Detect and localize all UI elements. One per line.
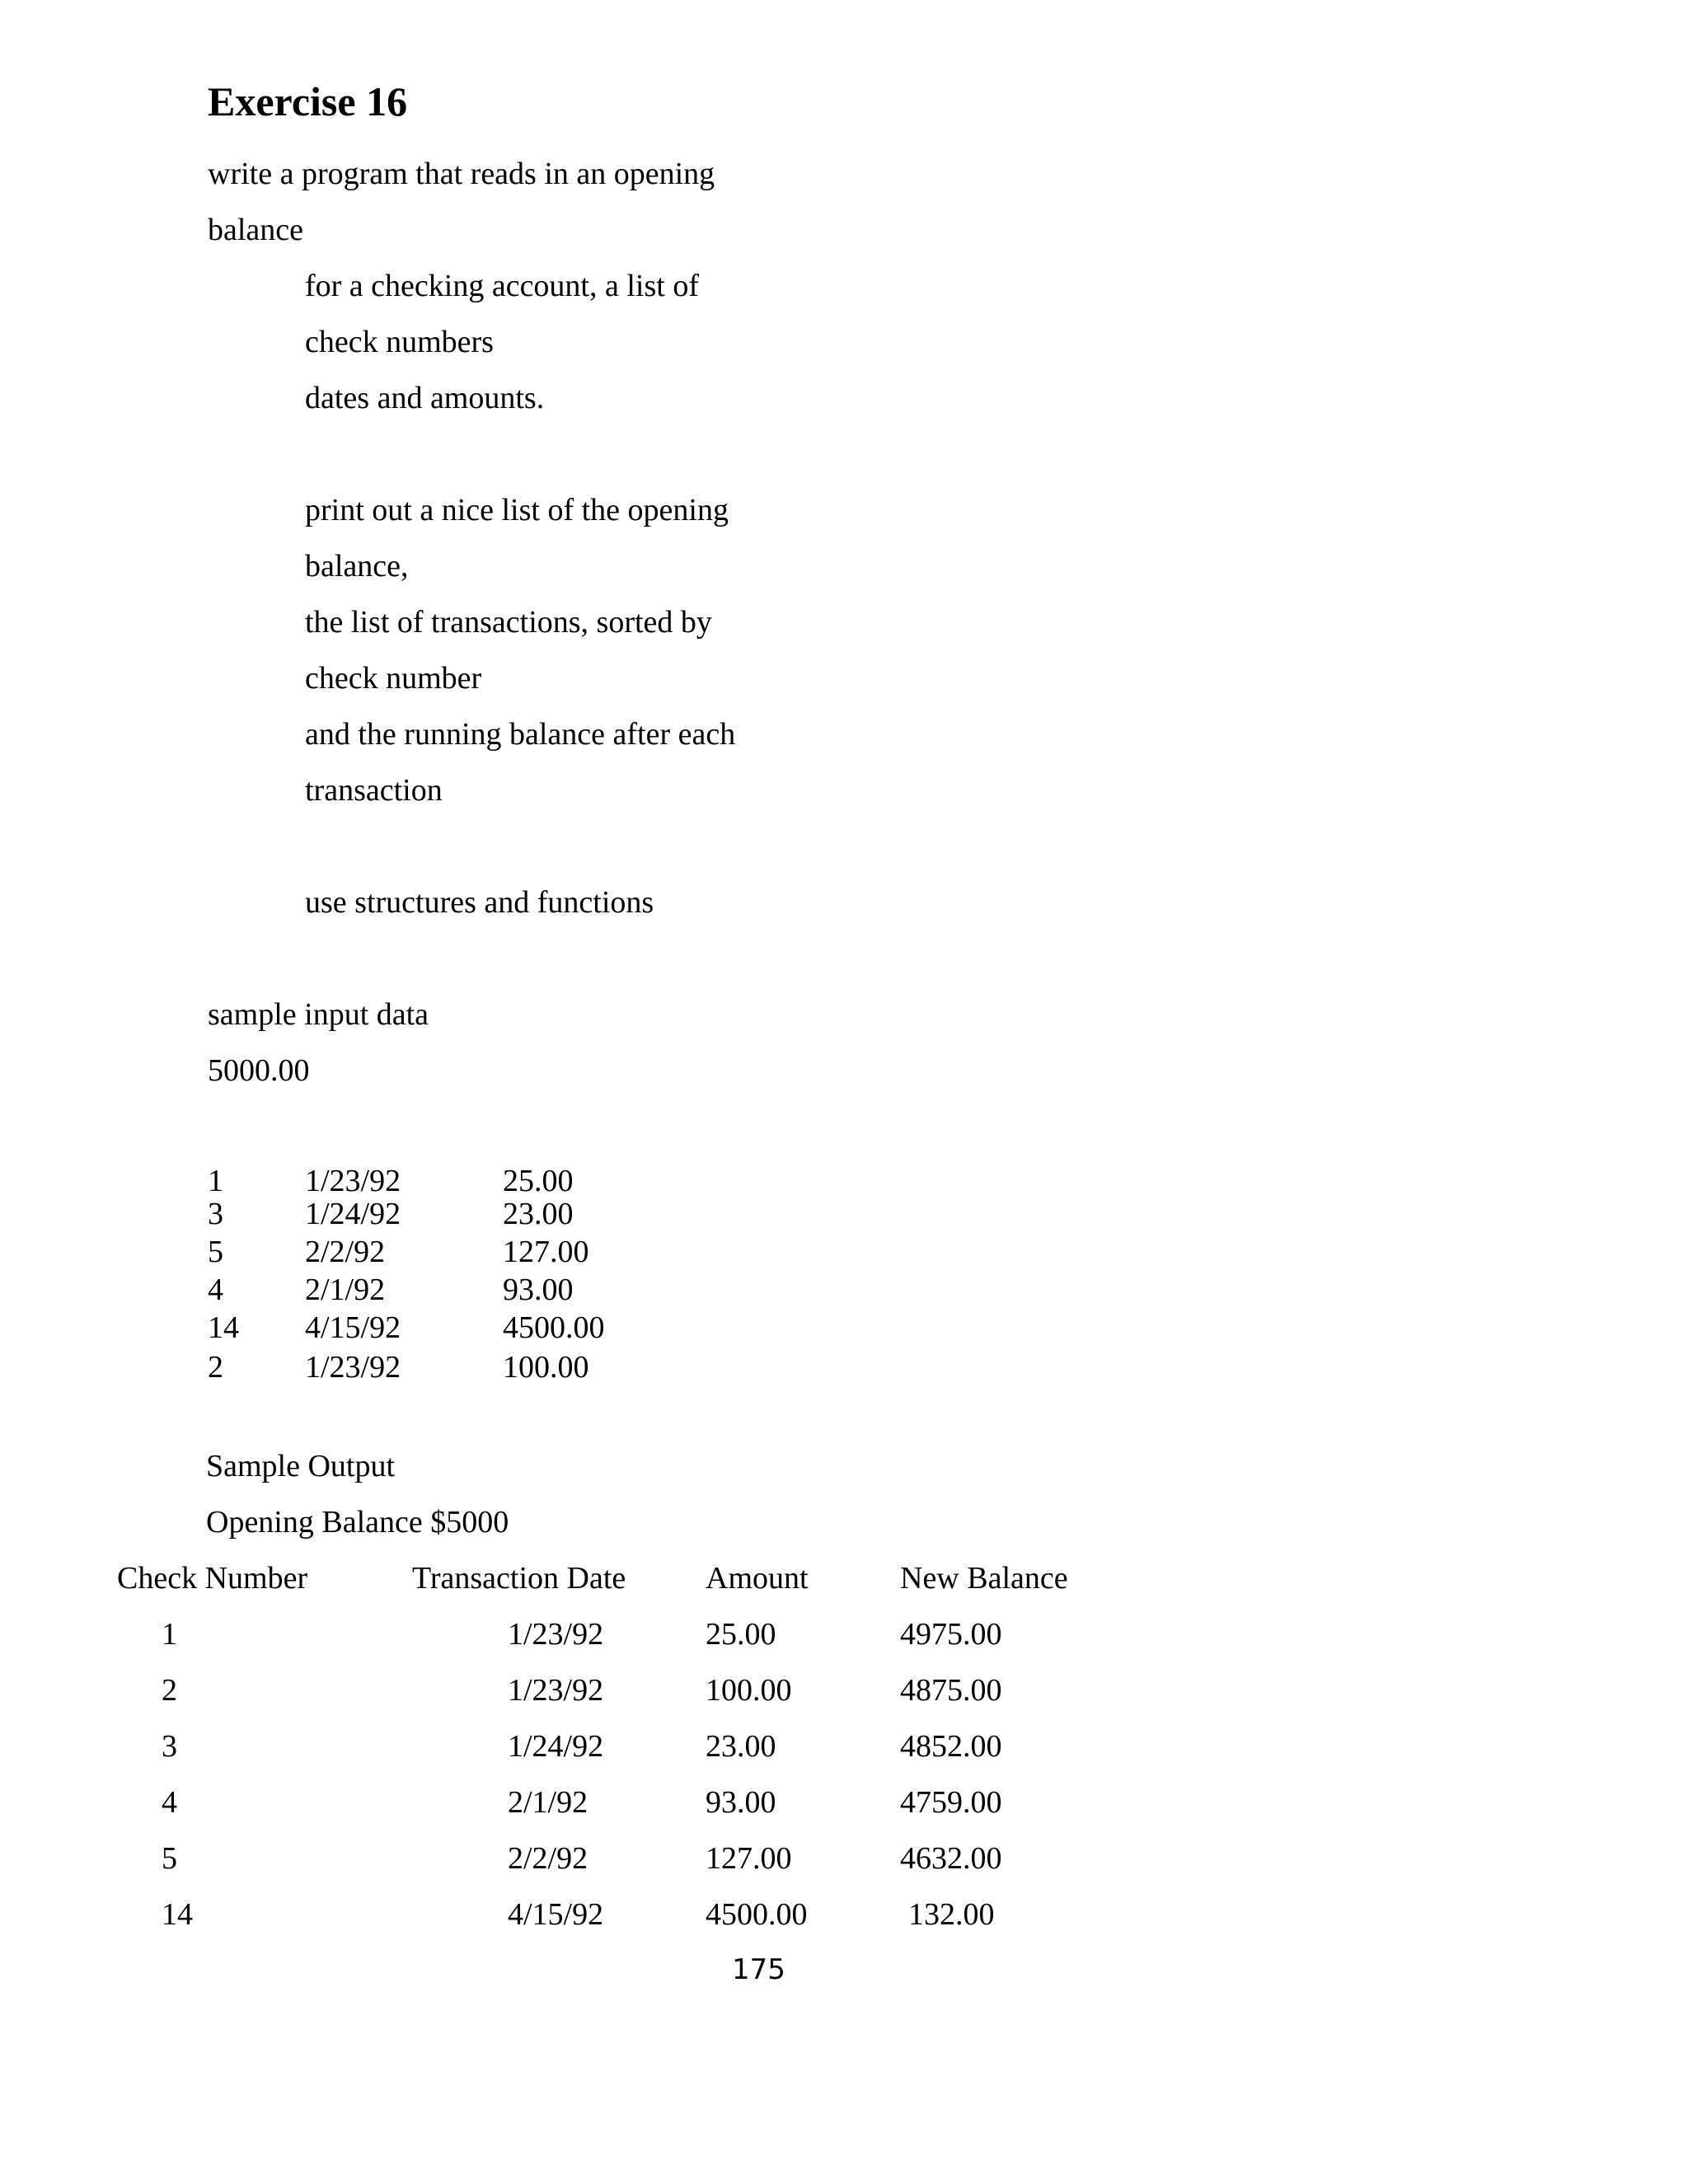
output-date: 1/23/92 (508, 1673, 604, 1708)
output-amount: 93.00 (706, 1785, 776, 1820)
input-amount: 23.00 (503, 1197, 574, 1231)
description-line: use structures and functions (305, 885, 654, 920)
sample-output-label: Sample Output (206, 1449, 396, 1483)
input-date: 1/24/92 (305, 1197, 401, 1231)
output-check-number: 1 (162, 1617, 177, 1652)
input-date: 2/1/92 (305, 1272, 386, 1307)
output-check-number: 14 (162, 1897, 193, 1932)
output-amount: 25.00 (706, 1617, 776, 1652)
output-date: 2/1/92 (508, 1785, 588, 1820)
output-new-balance: 4975.00 (900, 1617, 1002, 1652)
input-amount: 100.00 (503, 1350, 589, 1385)
page-number: 175 (732, 1953, 785, 1986)
output-amount: 23.00 (706, 1729, 776, 1764)
output-amount: 4500.00 (706, 1897, 808, 1932)
output-new-balance: 132.00 (908, 1897, 995, 1932)
input-check-number: 5 (208, 1235, 223, 1269)
description-line: dates and amounts. (305, 381, 545, 415)
input-check-number: 14 (208, 1310, 239, 1345)
output-check-number: 5 (162, 1841, 177, 1876)
output-check-number: 2 (162, 1673, 177, 1708)
input-amount: 25.00 (503, 1164, 574, 1198)
intro-line: write a program that reads in an opening (208, 157, 715, 191)
input-date: 1/23/92 (305, 1350, 401, 1385)
intro-line: balance (208, 213, 304, 247)
description-line: check number (305, 661, 482, 696)
exercise-title: Exercise 16 (208, 78, 408, 124)
output-date: 4/15/92 (508, 1897, 604, 1932)
output-date: 1/23/92 (508, 1617, 604, 1652)
input-date: 2/2/92 (305, 1235, 386, 1269)
output-new-balance: 4852.00 (900, 1729, 1002, 1764)
output-new-balance: 4632.00 (900, 1841, 1002, 1876)
output-new-balance: 4759.00 (900, 1785, 1002, 1820)
output-amount: 100.00 (706, 1673, 792, 1708)
input-date: 1/23/92 (305, 1164, 401, 1198)
header-new-balance: New Balance (900, 1561, 1068, 1596)
header-transaction-date: Transaction Date (412, 1561, 626, 1596)
input-check-number: 1 (208, 1164, 223, 1198)
input-amount: 93.00 (503, 1272, 574, 1307)
description-line: for a checking account, a list of (305, 269, 699, 303)
sample-input-label: sample input data (208, 997, 429, 1032)
output-check-number: 4 (162, 1785, 177, 1820)
description-line: the list of transactions, sorted by (305, 605, 712, 640)
description-line: print out a nice list of the opening (305, 493, 729, 527)
output-new-balance: 4875.00 (900, 1673, 1002, 1708)
description-line: and the running balance after each (305, 717, 736, 752)
header-amount: Amount (706, 1561, 809, 1596)
input-check-number: 3 (208, 1197, 223, 1231)
description-line: check numbers (305, 325, 494, 359)
input-amount: 4500.00 (503, 1310, 605, 1345)
opening-balance-input: 5000.00 (208, 1053, 310, 1088)
input-date: 4/15/92 (305, 1310, 401, 1345)
input-amount: 127.00 (503, 1235, 589, 1269)
input-check-number: 2 (208, 1350, 223, 1385)
output-date: 1/24/92 (508, 1729, 604, 1764)
description-line: transaction (305, 773, 443, 808)
output-check-number: 3 (162, 1729, 177, 1764)
output-amount: 127.00 (706, 1841, 792, 1876)
description-line: balance, (305, 549, 409, 583)
output-date: 2/2/92 (508, 1841, 588, 1876)
header-check-number: Check Number (117, 1561, 308, 1596)
input-check-number: 4 (208, 1272, 223, 1307)
opening-balance-line: Opening Balance $5000 (206, 1505, 509, 1540)
